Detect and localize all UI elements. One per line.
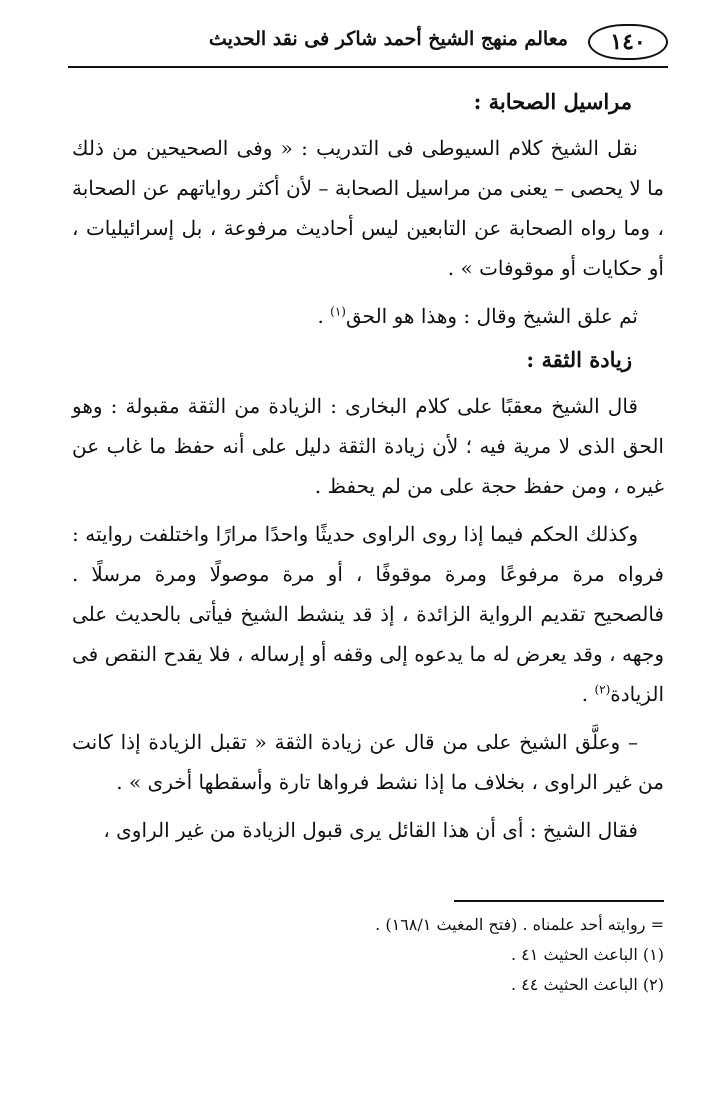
paragraph-tail: . [317, 304, 331, 328]
paragraph-text: ثم علق الشيخ وقال : وهذا هو الحق [345, 304, 638, 328]
footnotes [72, 910, 664, 1000]
paragraph-text: – وعلَّق الشيخ على من قال عن زيادة الثقة « تقبل الزيادة إذا كانت من غير الراوى ، بخلاف ما إذا نشط فرواها تارة وأسقطها أخرى » . [72, 730, 664, 794]
paragraph [72, 722, 664, 802]
page-number: ١٤٠ [588, 24, 668, 60]
paragraph [72, 514, 664, 714]
paragraph [72, 128, 664, 288]
page-header [68, 22, 668, 68]
footnote-ref[interactable]: (١) [330, 304, 346, 319]
paragraph-tail: . [581, 682, 595, 706]
footnote-ref[interactable]: (٢) [594, 682, 611, 697]
header-divider [68, 66, 668, 68]
paragraph [72, 810, 664, 850]
section-heading-mursal-sahaba: مراسيل الصحابة : [473, 89, 632, 114]
paragraph [72, 296, 664, 336]
footnote-1: (١) الباعث الحثيث ٤١ . [511, 945, 664, 964]
paragraph [72, 386, 664, 506]
running-title: معالم منهج الشيخ أحمد شاكر فى نقد الحديث [208, 28, 568, 50]
paragraph-text: نقل الشيخ كلام السيوطى فى التدريب : « وفى الصحيحين من ذلك ما لا يحصى – يعنى من مراسيل الصحابة – لأن أكثر رواياتهم عن الصحابة ، وما رواه الصحابة عن التابعين ليس أحاديث مرفوعة ، بل إسرائيليات ، أو حكايات أو موقوفات » . [72, 136, 664, 280]
paragraph-text: وكذلك الحكم فيما إذا روى الراوى حديثًا واحدًا مرارًا واختلفت روايته : فرواه مرة مرفوعًا ومرة موقوفًا ، أو مرة موصولًا ومرة مرسلًا . فالصحيح تقديم الرواية الزائدة ، إذ قد ينشط الشيخ فيأتى بالحديث على وجهه ، وقد يعرض له ما يدعوه إلى وقفه أو إرساله ، فلا يقدح النقص فى الزيادة [72, 522, 664, 706]
footnote-continuation: = روايته أحد علمناه . (فتح المغيث ١٦٨/١) . [375, 915, 664, 934]
paragraph-text: فقال الشيخ : أى أن هذا القائل يرى قبول الزيادة من غير الراوى ، [103, 818, 638, 842]
footnote-2: (٢) الباعث الحثيث ٤٤ . [511, 975, 664, 994]
section-heading-ziyadat-thiqa: زيادة الثقة : [526, 347, 632, 372]
paragraph-text: قال الشيخ معقبًا على كلام البخارى : الزيادة من الثقة مقبولة : وهو الحق الذى لا مرية فيه ؛ لأن زيادة الثقة دليل على أنه حفظ ما غاب عن غيره ، ومن حفظ حجة على من لم يحفظ . [72, 394, 664, 498]
footnote-divider [454, 900, 664, 902]
main-text [72, 82, 664, 858]
